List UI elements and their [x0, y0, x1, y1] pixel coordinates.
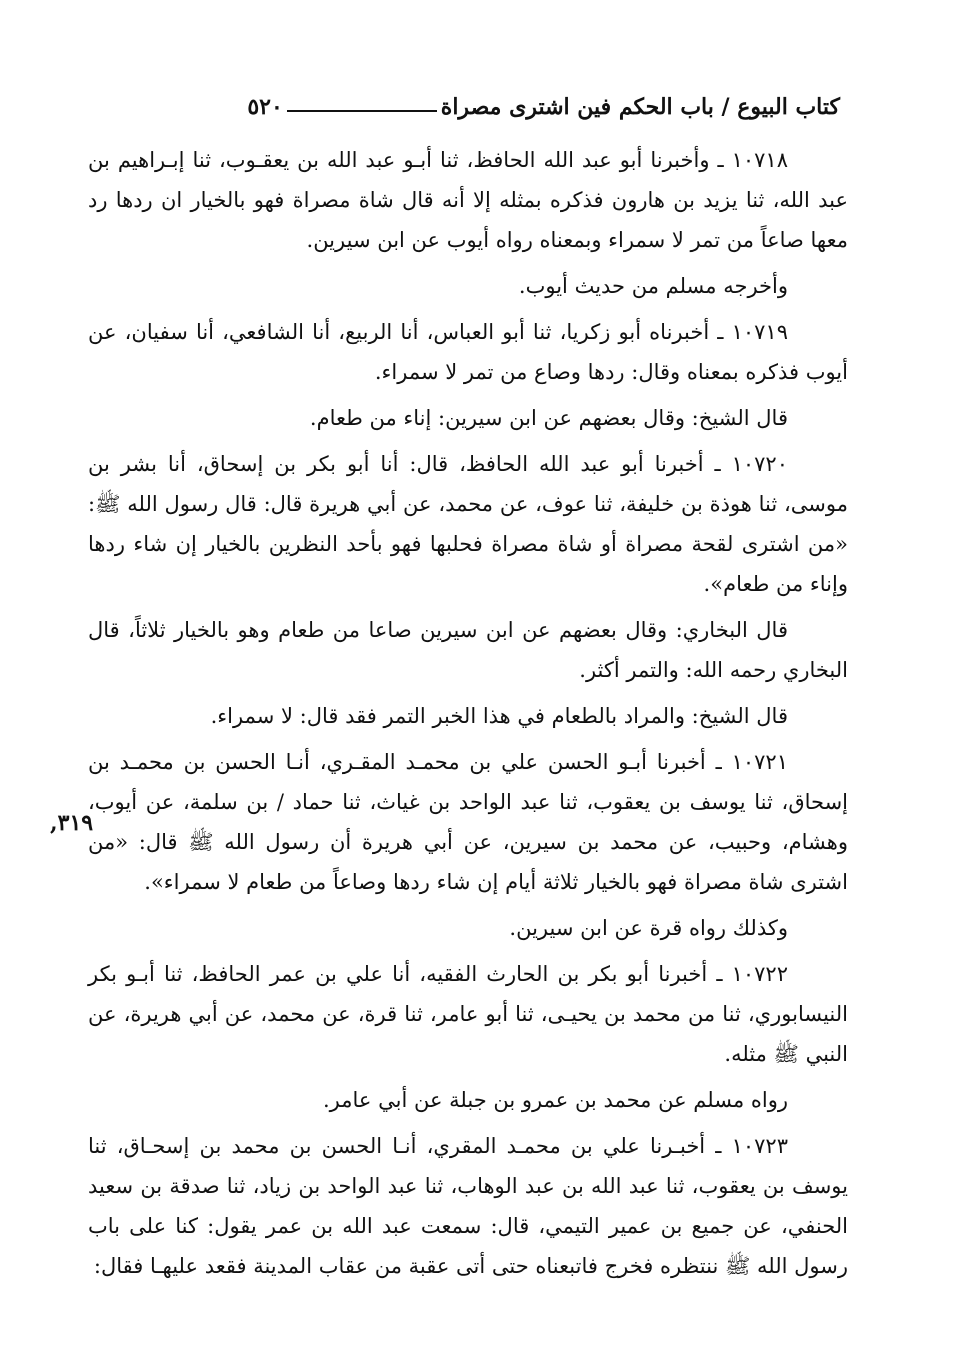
paragraph-sheikh-2: قال الشيخ: والمراد بالطعام في هذا الخبر التمر فقد قال: لا سمراء. [210, 704, 788, 728]
header-rule [287, 110, 437, 112]
paragraph-sheikh: قال الشيخ: وقال بعضهم عن ابن سيرين: إناء من طعام. [309, 406, 788, 430]
paragraph-bukhari: قال البخاري: وقال بعضهم عن ابن سيرين صاعا من طعام وهو بالخيار ثلاثاً، قال البخاري رحمه الله: والتمر أكثر. [88, 618, 848, 682]
page-number: ٥٢٠ [247, 94, 283, 120]
paragraph-10723: ١٠٧٢٣ ـ أخبـرنا علي بن محمـد المقري، أنـا الحسن بن محمد بن إسحـاق، ثنا يوسف بن يعقوب، ثنا عبد الله بن عبد الوهاب، ثنا عبد الواحد بن زياد، ثنا صدقة بن سعيد الحنفي، عن جميع بن عمير التيمي، قال: سمعت عبد الله بن عمر يقول: كنا على باب رسول الله ﷺ ننتظره فخرج فاتبعناه حتى أتى عقبة من عقاب المدينة فقعد عليهـا فقال: [88, 1134, 848, 1278]
paragraph-10718: ١٠٧١٨ ـ وأخبرنا أبو عبد الله الحافظ، ثنا أبـو عبد الله بن يعقـوب، ثنا إبـراهيم بن عبد الله، ثنا يزيد بن هارون فذكره بمثله إلا أنه قال شاة مصراة فهو بالخيار ان ردها رد معها صاعاً من تمر لا سمراء وبمعناه رواه أيوب عن ابن سيرين. [88, 148, 848, 252]
running-title: كتاب البيوع / باب الحكم فين اشترى مصراة [440, 94, 840, 120]
paragraph-qurra: وكذلك رواه قرة عن ابن سيرين. [509, 916, 788, 940]
paragraph-10720: ١٠٧٢٠ ـ أخبرنا أبو عبد الله الحافظ، قال: أنا أبو بكر بن إسحاق، أنا بشر بن موسى، ثنا هوذة بن خليفة، ثنا عوف، عن محمد، عن أبي هريرة قال: قال رسول الله ﷺ: «من اشترى لقحة مصراة أو شاة مصراة فحلبها فهو بأحد النظرين بالخيار إن شاء ردها وإناء من طعام». [88, 452, 848, 596]
paragraph-10722: ١٠٧٢٢ ـ أخبرنا أبو بكر بن الحارث الفقيه، أنا علي بن عمر الحافظ، ثنا أبـو بكر النيسابوري، ثنا من محمد بن يحيـى، ثنا أبو عامر، ثنا قرة، عن محمد، عن أبي هريرة، عن النبي ﷺ مثله. [88, 962, 848, 1066]
paragraph-note: وأخرجه مسلم من حديث أيوب. [518, 274, 788, 298]
paragraph-10719: ١٠٧١٩ ـ أخبرناه أبو زكريا، ثنا أبو العباس، أنا الربيع، أنا الشافعي، أنا سفيان، عن أيوب فذكره بمعناه وقال: ردها وصاع من تمر لا سمراء. [88, 320, 848, 384]
margin-note: ٣١٩, [50, 810, 94, 836]
page-header [90, 86, 846, 120]
main-text [88, 140, 848, 1292]
paragraph-muslim: رواه مسلم عن محمد بن عمرو بن جبلة عن أبي عامر. [323, 1088, 788, 1112]
paragraph-10721: ١٠٧٢١ ـ أخبرنا أبـو الحسن علي بن محمـد المقـري، أنـا الحسن بن محمـد بن إسحاق، ثنا يوسف بن يعقوب، ثنا عبد الواحد بن غياث، ثنا حماد / بن سلمة، عن أيوب، وهشام، وحبيب، عن محمد بن سيرين، عن أبي هريرة أن رسول الله ﷺ قال: «من اشترى شاة مصراة فهو بالخيار ثلاثة أيام إن شاء ردها وصاعاً من طعام لا سمراء». [88, 750, 848, 894]
